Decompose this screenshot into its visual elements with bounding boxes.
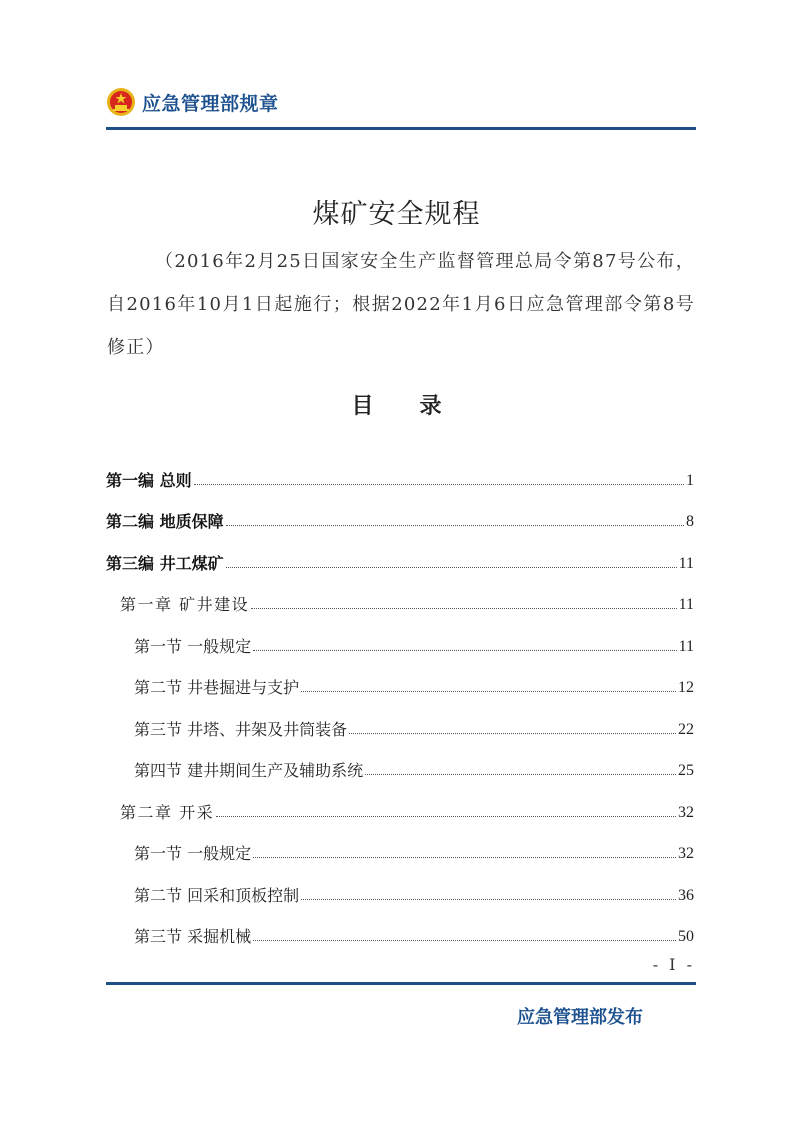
toc-entry-page: 32 <box>678 803 694 821</box>
toc-entry-page: 25 <box>678 762 694 779</box>
toc-entry-label: 第三节 井塔、井架及井筒装备 <box>134 719 348 739</box>
toc-entry-label: 第一节 一般规定 <box>134 844 252 863</box>
toc-entry-label: 第三节 采掘机械 <box>134 927 252 946</box>
toc-entry-section[interactable] <box>106 740 694 782</box>
toc-entry-section[interactable] <box>106 615 694 657</box>
toc-entry-label: 第一节 一般规定 <box>134 636 252 656</box>
toc-leader-dots <box>226 525 684 526</box>
toc-entry-label: 第一章 矿井建设 <box>120 595 250 614</box>
toc-entry-label: 第一编 总则 <box>106 470 192 490</box>
toc-leader-dots <box>253 857 676 858</box>
toc-entry-section[interactable] <box>106 864 694 906</box>
toc-entry-section[interactable] <box>106 657 694 699</box>
toc-heading: 目录 <box>351 393 488 419</box>
toc-entry-page: 36 <box>678 886 694 904</box>
toc-entry-section[interactable] <box>106 906 694 948</box>
toc-leader-dots <box>365 774 676 775</box>
toc-entry-page: 11 <box>678 637 694 655</box>
header-title: 应急管理部规章 <box>142 92 279 115</box>
footer-rule <box>106 982 696 985</box>
page-header <box>106 84 696 120</box>
toc-entry-page: 8 <box>686 513 694 530</box>
toc-entry-label: 第三编 井工煤矿 <box>106 553 224 573</box>
toc-entry-label: 第二编 地质保障 <box>106 512 224 531</box>
toc-entry-page: 11 <box>678 554 694 572</box>
document-title: 煤矿安全规程 <box>312 199 481 230</box>
toc-leader-dots <box>251 608 677 609</box>
toc-entry-label: 第二节 井巷掘进与支护 <box>134 678 300 697</box>
toc-entry-part-1[interactable] <box>106 449 694 491</box>
toc-entry-part-2[interactable] <box>106 491 694 533</box>
toc-entry-page: 32 <box>678 845 694 862</box>
toc-leader-dots <box>253 940 676 941</box>
table-of-contents <box>106 449 694 947</box>
page-number: - I - <box>652 955 695 974</box>
toc-leader-dots <box>216 816 676 817</box>
toc-leader-dots <box>226 567 677 568</box>
toc-leader-dots <box>301 691 676 692</box>
toc-entry-section[interactable] <box>106 698 694 740</box>
toc-entry-label: 第二章 开采 <box>120 802 215 822</box>
toc-leader-dots <box>194 484 684 485</box>
header-rule <box>106 127 696 130</box>
publisher-label: 应急管理部发布 <box>517 1007 643 1028</box>
toc-entry-page: 12 <box>678 679 694 696</box>
toc-entry-part-3[interactable] <box>106 532 694 574</box>
toc-leader-dots <box>301 899 676 900</box>
toc-entry-label: 第二节 回采和顶板控制 <box>134 885 300 905</box>
toc-entry-section[interactable] <box>106 823 694 865</box>
toc-entry-chapter-1[interactable] <box>106 574 694 616</box>
toc-entry-label: 第四节 建井期间生产及辅助系统 <box>134 761 364 780</box>
toc-entry-page: 22 <box>678 720 694 738</box>
toc-leader-dots <box>349 733 676 734</box>
document-note: （2016年2月25日国家安全生产监督管理总局令第87号公布，自2016年10月1日起施行；根据2022年1月6日应急管理部令第8号修正） <box>107 251 695 358</box>
toc-entry-page: 50 <box>678 928 694 945</box>
toc-entry-page: 1 <box>686 471 694 489</box>
toc-entry-page: 11 <box>678 596 694 613</box>
toc-entry-chapter-2[interactable] <box>106 781 694 823</box>
toc-leader-dots <box>253 650 677 651</box>
national-emblem-icon <box>106 87 136 117</box>
